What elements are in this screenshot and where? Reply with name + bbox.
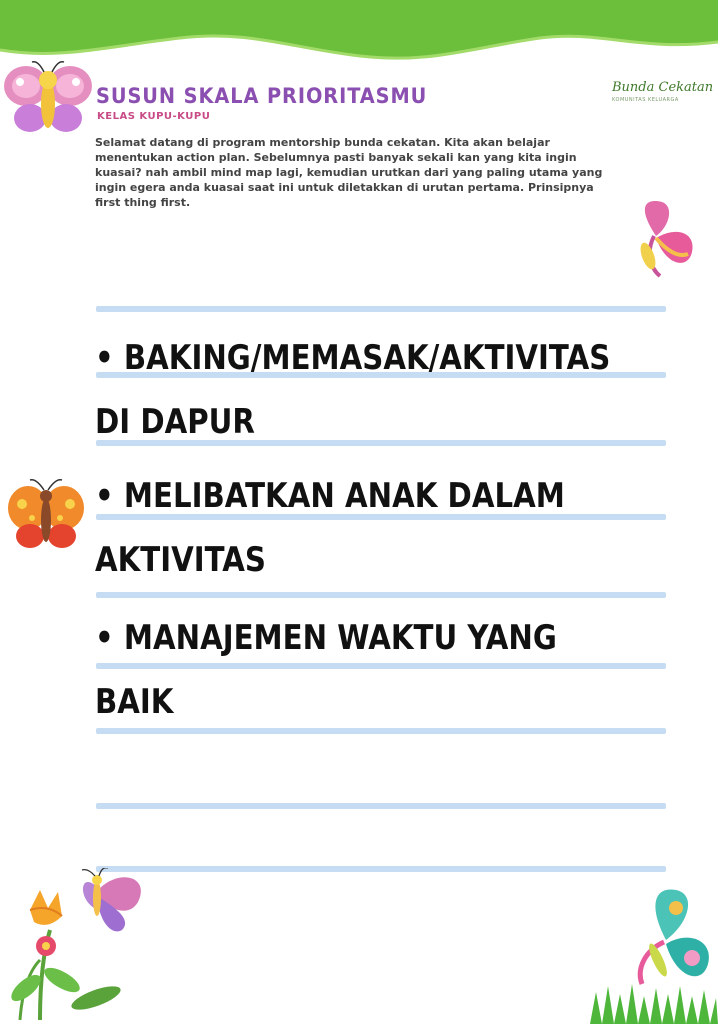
grass-icon bbox=[590, 972, 718, 1024]
intro-paragraph: Selamat datang di program mentorship bunda cekatan. Kita akan belajar menentukan action plan. Sebelumnya pasti banyak sekali kan yang kita ingin kuasai? nah ambil mind map lagi, kemudian urutkan dari yang paling utama yang ingin egera anda kuasai saat ini untuk diletakkan di urutan pertama. Prinsipnya first thing first. bbox=[95, 136, 603, 209]
butterfly-icon bbox=[4, 474, 88, 558]
priority-item-2: • MELIBATKAN ANAK DALAM AKTIVITAS bbox=[95, 476, 565, 580]
worksheet-subtitle: KELAS KUPU-KUPU bbox=[97, 111, 211, 122]
priority-item-1: • BAKING/MEMASAK/AKTIVITAS DI DAPUR bbox=[95, 338, 611, 442]
priority-item-3: • MANAJEMEN WAKTU YANG BAIK bbox=[95, 618, 557, 722]
brand-logo bbox=[612, 76, 712, 106]
logo-tagline: KOMUNITAS KELUARGA bbox=[612, 97, 679, 103]
butterfly-icon bbox=[626, 196, 698, 282]
writing-line bbox=[96, 306, 666, 312]
butterfly-icon bbox=[2, 58, 94, 140]
writing-line bbox=[96, 592, 666, 598]
writing-line bbox=[96, 866, 666, 872]
header-wave bbox=[0, 0, 718, 70]
logo-name: Bunda Cekatan bbox=[612, 80, 714, 95]
butterfly-icon bbox=[76, 868, 150, 938]
worksheet-title: SUSUN SKALA PRIORITASMU bbox=[96, 84, 428, 108]
writing-line bbox=[96, 803, 666, 809]
